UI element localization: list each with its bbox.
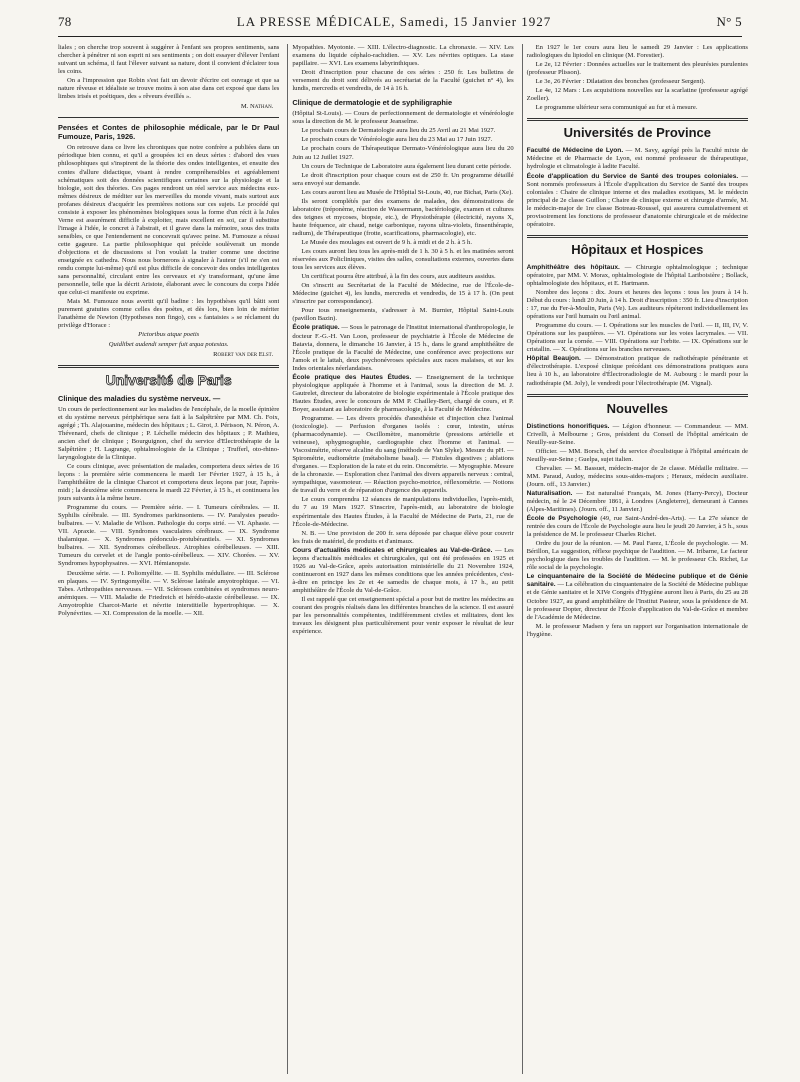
paragraph: — La célébration du cinquantenaire de la Société de Médecine publique et de Génie sanitaire et le XIVe Congrès d'Hygiène auront lieu à Paris, du 25 au 28 Octobre 1927, au grand amphithéâtre de l'Institut Pasteur, sous la présidence de M. le professeur Dopter, directeur de l'École d'application du Val-de-Grâce et membre de l'Académie de Médecine. <box>526 581 748 621</box>
paragraph: Le prochain cours de Thérapeutique Dermato-Vénéréologique aura lieu du 20 Juin au 12 Juillet 1927. <box>292 145 514 161</box>
paragraph: Ordre du jour de la réunion. — M. Paul Farez, L'École de psychologie. — M. Bérillon, La suggestion, réflexe psychique de l'audition. — M. Iribarne, Le facteur psychologique dans les troubles de l'audition. — M. le professeur Ch. Richet, Le rôle social de la psychologie. <box>526 540 748 572</box>
paragraph: Myopathies. Myotonie. — XIII. L'électro-diagnostic. La chronaxie. — XIV. Les examens du liquide céphalo-rachidien. — XV. Les névrites optiques. La stase papillaire. — XVI. Les examens labyrinthiques. <box>292 44 514 68</box>
paragraph: — Sont nommés professeurs à l'École d'application du Service de Santé des troupes coloniales : Chaire de clinique interne et des maladies exotiques, M. le médecin principal de 2e classe Guillon ; Chaire de clinique externe et chirurgie d'armée, M. le médecin-major de 1re classe Botreau-Roussel, qui assurera cumulativement et provisoirement les fonctions de professeur d'anatomie chirurgicale et de médecine opératoire. <box>526 172 748 228</box>
page-number: 78 <box>58 14 72 29</box>
section-title-universites-province: Universités de Province <box>563 125 712 141</box>
subsection-title: École pratique des Hautes Études. <box>292 373 412 381</box>
subsection-title: Cours d'actualités médicales et chirurgicales au Val-de-Grâce. <box>292 546 493 554</box>
subsection-title: École pratique. <box>292 324 340 332</box>
paragraph: — Sous le patronage de l'Institut international d'anthropologie, le docteur F.-G.-H. Van Loon, professeur de psychiatrie à l'École de Médecine de Batavia, donnera, le dimanche 16 Janvier, à 15 h., dans le grand amphithéâtre de l'École pratique de la Faculté de Médecine, une conférence avec projections sur l'amok et le lattah, deux psychonévroses spéciales aux races malaises, et sur les Indes orientales néerlandaises. <box>292 324 514 372</box>
subsection-title: Clinique de dermatologie et de syphiligraphie <box>292 98 453 108</box>
quote-line: Quidlibet audendi semper fuit æqua potestas. <box>108 340 229 348</box>
divider <box>58 117 279 118</box>
paragraph: Droit d'inscription pour chacune de ces séries : 250 fr. Les bulletins de versement du droit sont délivrés au secrétariat de la Faculté (guichet n° 4), les lundis, mercredis et vendredis, de 14 à 16 h. <box>292 69 514 93</box>
subsection-title: Naturalisation. <box>526 489 573 497</box>
paragraph: Le 3e, 26 Février : Dilatation des bronches (professeur Sergent). <box>535 78 706 86</box>
paragraph: Le prochain cours de Vénéréologie aura lieu du 23 Mai au 17 Juin 1927. <box>301 136 493 144</box>
issue-number: N° 5 <box>716 14 742 29</box>
paragraph: Le 4e, 12 Mars : Les acquisitions nouvelles sur la scarlatine (professeur agrégé Zoeller). <box>526 87 748 103</box>
divider <box>527 394 748 397</box>
paragraph: Un cours de perfectionnement sur les maladies de l'encéphale, de la moelle épinière et du système nerveux périphérique sera fait à la Salpêtrière par MM. Ch. Foix, agrégé ; Th. Alajouanine, médecin des hôpitaux ; L. Girot, J. Périsson, N. Péron, A. Thévenard, chefs de clinique ; P. Léchelle médecin des hôpitaux ; P. Mathieu, ancien chef de clinique ; Bourguignon, chef du service d'Electrothérapie de la Salpêtrière ; H. Lagrange, ophtalmologiste de la Clinique ; Trufferl, oto-rhino-laryngologiste de la Clinique. <box>58 405 280 461</box>
section-title-nouvelles: Nouvelles <box>606 400 669 416</box>
paragraph: M. le professeur Madsen y fera un rapport sur l'organisation internationale de l'hygiène. <box>526 622 748 638</box>
paragraph: Officier. — MM. Borsch, chef du service d'oculistique à l'hôpital américain de Neuilly-sur-Seine ; Guelpa, sujet italien. <box>526 447 748 463</box>
review-title: Pensées et Contes de philosophie médicale, par le Dr Paul Fumouze, Paris, 1926. <box>58 123 280 142</box>
paragraph: — Les leçons d'actualités médicales et chirurgicales, qui ont été professées en 1925 et 1926 au Val-de-Grâce, après autorisation ministérielle du 21 Novembre 1924, continueront en 1927 dans les mêmes conditions que les années précédentes, c'est-à-dire en principe les 2e et 4e samedis de chaque mois, à 17 h., au petit amphithéâtre de l'École du Val-de-Grâce. <box>292 546 514 594</box>
paragraph: On s'inscrit au Secrétariat de la Faculté de Médecine, rue de l'École-de-Médecine (guichet 4), les lundis, mercredis et vendredis, de 15 à 17 h. (On peut s'inscrire par correspondance). <box>292 282 514 306</box>
divider <box>58 365 279 368</box>
section-title-universite-paris: Université de Paris <box>105 371 232 388</box>
paragraph: (Hôpital St-Louis). — Cours de perfectionnement de dermatologie et vénéréologie sous la direction de M. le professeur Jeanselme. <box>292 110 514 126</box>
column-2 <box>287 44 513 1074</box>
subsection-title: École d'application du Service de Santé des troupes coloniales. <box>526 172 739 180</box>
subsection-title: Le cinquantenaire de la Société de Médecine publique et de Génie sanitaire. <box>526 573 748 589</box>
signature: M. Nathan. <box>240 103 274 111</box>
paragraph: On retrouve dans ce livre les chroniques que notre confrère a publiées dans un périodique bien connu, et qu'il a groupées ici en deux séries : d'abord des vues philosophiques qui s'inspirent de la théorie des ondes intelligentes, et ensuite des contes d'allure didactique, visant à rendre compréhensibles et agréablement schématiques soit des données scientifiques certaines sur la physiologie et la biologie, soit des théories. Ces pages rendront un réel service aux médecins eux-mêmes désireux de méditer sur les merveilles du monde vivant, mais surtout aux profanes désireux d'acquérir les premières notions sur ces sujets. Le procédé qui consiste à exposer les phénomènes biologiques sous la forme d'un récit à la Jules Verne est assurément difficile à exploiter, mais excellent en soi, car il substitue l'image à l'idée, le concret à l'abstrait, et il grave dans la mémoire, sous des traits sensibles, ce que l'entendement ne concevrait qu'avec peine. M. Fumouze a réussi cette gageure. La partie philosophique qui précède soulèverait un monde d'objections et de discussions si l'on voulait la traiter comme une doctrine enseignée ex cathedra. Nous nous bornerons à signaler à l'auteur (s'il ne s'en est rendu compte lui-même) qu'il est plus difficile de concevoir des ondes intelligentes sans personnalité, circulant entre les cerveaux et s'y transformant, qu'une âme personnelle, telle que la décrit Aristote, élaborant avec le concours du corps l'idée que celui-ci manifeste ou exprime. <box>58 144 280 297</box>
page-columns <box>58 44 748 1074</box>
subsection-title: Amphithéâtre des hôpitaux. <box>526 263 620 271</box>
paragraph: N. B. — Une provision de 200 fr. sera déposée par chaque élève pour couvrir les frais de matériel, de produits et d'animaux. <box>292 529 514 545</box>
paragraph: Le prochain cours de Dermatologie aura lieu du 25 Avril au 21 Mai 1927. <box>301 127 496 135</box>
paragraph: Mais M. Fumouze nous avertit qu'il badine : les hypothèses qu'il bâtit sont purement gratuites comme celles des poètes, et dès lors, bien loin de mériter l'anathème de Newton (Hypotheses non fingo), ces « fantaisies » se réclament du privilège d'Horace : <box>58 298 280 330</box>
paragraph: Le 2e, 12 Février : Données actuelles sur le traitement des pleurésies purulentes (professeur Plisson). <box>526 61 748 77</box>
paragraph: — Démonstration pratique de radiothérapie pénétrante et d'électrothérapie. L'exposé clinique précédant ces démonstrations pratiques aura lieu à 10 h., au laboratoire d'Électroradiologie de M. Aubourg : le mardi pour la radiothérapie (M. Joly), le vendredi pour l'électrothérapie (M. Vignal). <box>526 355 748 387</box>
column-3 <box>522 44 748 1074</box>
divider <box>527 235 748 238</box>
paragraph: Pour tous renseignements, s'adresser à M. Burnier, Hôpital Saint-Louis (pavillon Bazin). <box>292 307 514 323</box>
paragraph: Deuxième série. — I. Poliomyélite. — II. Syphilis médullaire. — III. Sclérose en plaques. — IV. Syringomyélie. — V. Sclérose latérale amyotrophique. — VI. Tabes. Arthropathies nerveuses. — VII. Scléroses combinées et syndromes neuro-anémiques. — VIII. Maladie de Friedreich et hérédo-ataxie cérébelleuse. — IX. Amyotrophie Charcot-Marie et névrite interstitielle hypertrophique. — X. Polynévrites. — XI. Compression de la moelle. — XII. <box>58 569 280 617</box>
column-1 <box>58 44 279 1074</box>
paragraph: (49, rue Saint-André-des-Arts). — La 27e séance de rentrée des cours de l'École de Psychologie aura lieu le jeudi 20 Janvier, à 5 h., sous la présidence de M. le professeur Charles Richet. <box>526 515 748 539</box>
paragraph: — M. Savy, agrégé près la Faculté mixte de Médecine et de Pharmacie de Lyon, est nommé professeur de thérapeutique, hydrologie et climatologie à ladite Faculté. <box>526 147 748 171</box>
paragraph: Le programme ultérieur sera communiqué au fur et à mesure. <box>535 104 698 112</box>
paragraph: Ce cours clinique, avec présentation de malades, comportera deux séries de 16 leçons : la première série commencera le mardi 1er Février 1927, à 15 h., à l'amphithéâtre de la clinique Charcot et comportera deux leçons par jour, l'après-midi ; la deuxième série commencera le mardi 22 Février, à 15 h., et continuera les jours suivants à la même heure. <box>58 462 280 503</box>
subsection-title: École de Psychologie <box>526 515 598 523</box>
paragraph: — Est naturalisé Français, M. Jones (Harry-Percy), Docteur médecin, né le 24 Décembre 1861, à Londres (Angleterre), demeurant à Cannes (Alpes-Maritimes). (Journ. off., 11 Janvier.) <box>526 489 748 514</box>
divider <box>527 118 748 121</box>
journal-title: LA PRESSE MÉDICALE, Samedi, 15 Janvier 1927 <box>236 14 552 29</box>
paragraph: — Chirurgie ophtalmologique ; technique opératoire, par MM. V. Morax, ophtalmologiste de l'hôpital Lariboisière ; Bollack, ophtalmologiste des hôpitaux, et E. Hartmann. <box>526 263 748 287</box>
paragraph: Programme du cours. — Première série. — I. Tumeurs cérébrales. — II. Syphilis cérébrale. — III. Syndromes parkinsoniens. — IV. Paralysies pseudo-bulbaires. — V. Maladie de Wilson. Pathologie du corps strié. — VI. Aphasie. — VII. Apraxie. — VIII. Syndromes vasculaires cérébraux. — IX. Syndrome thalamique. — X. Syndromes pédonculo-protubérantiels. — XI. Syndromes bulbaires. — XII. Syndromes cérébelleux. Atrophies cérébelleuses. — XIII. Tumeurs du cervelet et de l'angle ponto-cérébelleux. — XIV. Chorées. — XV. Syndromes hypophysaires. — XVI. Hémianopsie. <box>58 504 280 568</box>
subsection-title: Distinctions honorifiques. <box>526 422 610 430</box>
paragraph: Programme du cours. — I. Opérations sur les muscles de l'œil. — II, III, IV, V. Opérations sur les paupières. — VI. Opérations sur les voies lacrymales. — VII. Opérations sur la cornée. — VIII. Opérations sur l'orbite. — IX. Opérations sur le cristallin. — X. Opérations sur les branches nerveuses. <box>526 322 748 354</box>
paragraph: Les cours auront lieu tous les après-midi de 1 h. 30 à 5 h. et les matinées seront réservées aux Policliniques, visites des salles, consultations externes, ouvertes dans tous les services aux élèves. <box>292 248 514 272</box>
subsection-title: Hôpital Beaujon. <box>526 355 581 363</box>
paragraph: liales ; on cherche trop souvent à suggérer à l'enfant ses propres sentiments, sans chercher à pénétrer ni son esprit ni ses sentiments ; on doit essayer d'élever l'enfant suivant un schéma, il faut l'élever suivant sa nature, dont il convient d'éclairer tous les coins. <box>58 44 280 76</box>
paragraph: Le droit d'inscription pour chaque cours est de 250 fr. Un programme détaillé sera envoyé sur demande. <box>292 171 514 187</box>
paragraph: Les cours auront lieu au Musée de l'Hôpital St-Louis, 40, rue Bichat, Paris (Xe). <box>301 188 513 196</box>
paragraph: Chevalier. — M. Bassuet, médecin-major de 2e classe. Médaille militaire. — MM. Paraud, Audoy, médecins sous-aides-majors ; Heraux, médecin auxiliaire. (Journ. off., 13 Janvier.) <box>526 464 748 488</box>
paragraph: Il est rappelé que cet enseignement spécial a pour but de mettre les médecins au courant des progrès réalisés dans les différentes branches de la science. Il est assuré par les personnalités compétentes, indifféremment civiles et militaires, dont les travaux les désignent plus particulièrement pour venir exposer le résultat de leur expérience. <box>292 596 514 636</box>
running-header <box>58 14 742 37</box>
section-title-hopitaux: Hôpitaux et Hospices <box>571 241 704 257</box>
signature: Robert van der Elst. <box>213 350 274 358</box>
paragraph: Nombre des leçons : dix. Jours et heures des leçons : tous les jours à 14 h. Début du cours : lundi 20 Juin, à 14 h. Droit d'inscription : 350 fr. Lieu d'inscription : 17, rue du Fer-à-Moulin, Paris (Ve). Les auditeurs répéteront individuellement les opérations sur l'œil humain ou l'œil animal. <box>526 288 748 321</box>
paragraph: Le Musée des moulages est ouvert de 9 h. à midi et de 2 h. à 5 h. <box>301 238 472 246</box>
quote-line: Pictoribus atque poetis <box>138 331 200 339</box>
subsection-title: Clinique des maladies du système nerveux. — <box>58 393 221 403</box>
subsection-title: Faculté de Médecine de Lyon. <box>526 147 624 155</box>
paragraph: Un certificat pourra être attribué, à la fin des cours, aux auditeurs assidus. <box>301 273 496 281</box>
paragraph: On a l'impression que Robin s'est fait un devoir d'écrire cet ouvrage et que sa nature rêveuse et idéaliste se trouve moins à son aise dans cet exposé que dans les limbes irisés et poétiques, des « rêveurs éveillés ». <box>58 77 280 101</box>
paragraph: Programme. — Les divers procédés d'anesthésie et d'injection chez l'animal (toxicologie). — Perfusion d'organes isolés : cœur, intestin, utérus (pharmacodynamie). — Oscillomètre, manométrie (pressions artérielle et veineuse), sphygmographie, cardiographie chez l'homme et l'animal. — Viscosimétrie, réserve alcaline du sang (méthode de Van Slyke). Mesure du pH. — Spirométrie, eudiométrie (métabolisme basal). — Fistules digestives ; ablations d'organes. — Exploration de la rate et du rein. Oncométrie. — Myographie. Mesure de la chronaxie. — Exploration chez l'animal des divers appareils nerveux : central, sympathique, vasomoteur. — Réaction psycho-motrice, réflexométrie. — Notions de travail du verre et de réparation d'urgence des appareils. <box>292 414 514 495</box>
paragraph: Ils seront complétés par des examens de malades, des démonstrations de laboratoire (tréponème, réaction de Wassermann, bactériologie, examen et cultures des teignes et mycoses, biopsie, etc.), de Physiothérapie (électricité, rayons X, haute fréquence, air chaud, neige carbonique, rayons ultra-violets, finsenthérapie, radium), de Thérapeutique (frotte, scarifications, pharmacologie), etc. <box>292 197 514 237</box>
paragraph: — Légion d'honneur. — Commandeur. — MM. Crivelli, à Melbourne ; Gros, président du Conseil de l'hôpital américain de Neuilly-sur-Seine. <box>526 422 748 446</box>
paragraph: Un cours de Technique de Laboratoire aura également lieu durant cette période. <box>301 162 512 170</box>
paragraph: — Enseignement de la technique physiologique appliquée à l'homme et à l'animal, sous la direction de M. J. Gautrelet, directeur du laboratoire de biologie expérimentale à l'École pratique des Hautes Études, avec le concours de MM P. Chailley-Bert, chargé de cours, et P. Boyer, assistant au laboratoire de pharmacologie, à la Faculté de Médecine. <box>292 373 514 413</box>
paragraph: Le cours comprendra 12 séances de manipulations individuelles, l'après-midi, du 7 au 19 Mars 1927. S'inscrire, l'après-midi, au laboratoire de biologie expérimentale des Hautes Études, à la Faculté de Médecine de Paris, 21, rue de l'École-de-Médecine. <box>292 496 514 528</box>
paragraph: En 1927 le 1er cours aura lieu le samedi 29 Janvier : Les applications radiologiques du lipiodol en clinique (M. Forestier). <box>526 44 748 60</box>
